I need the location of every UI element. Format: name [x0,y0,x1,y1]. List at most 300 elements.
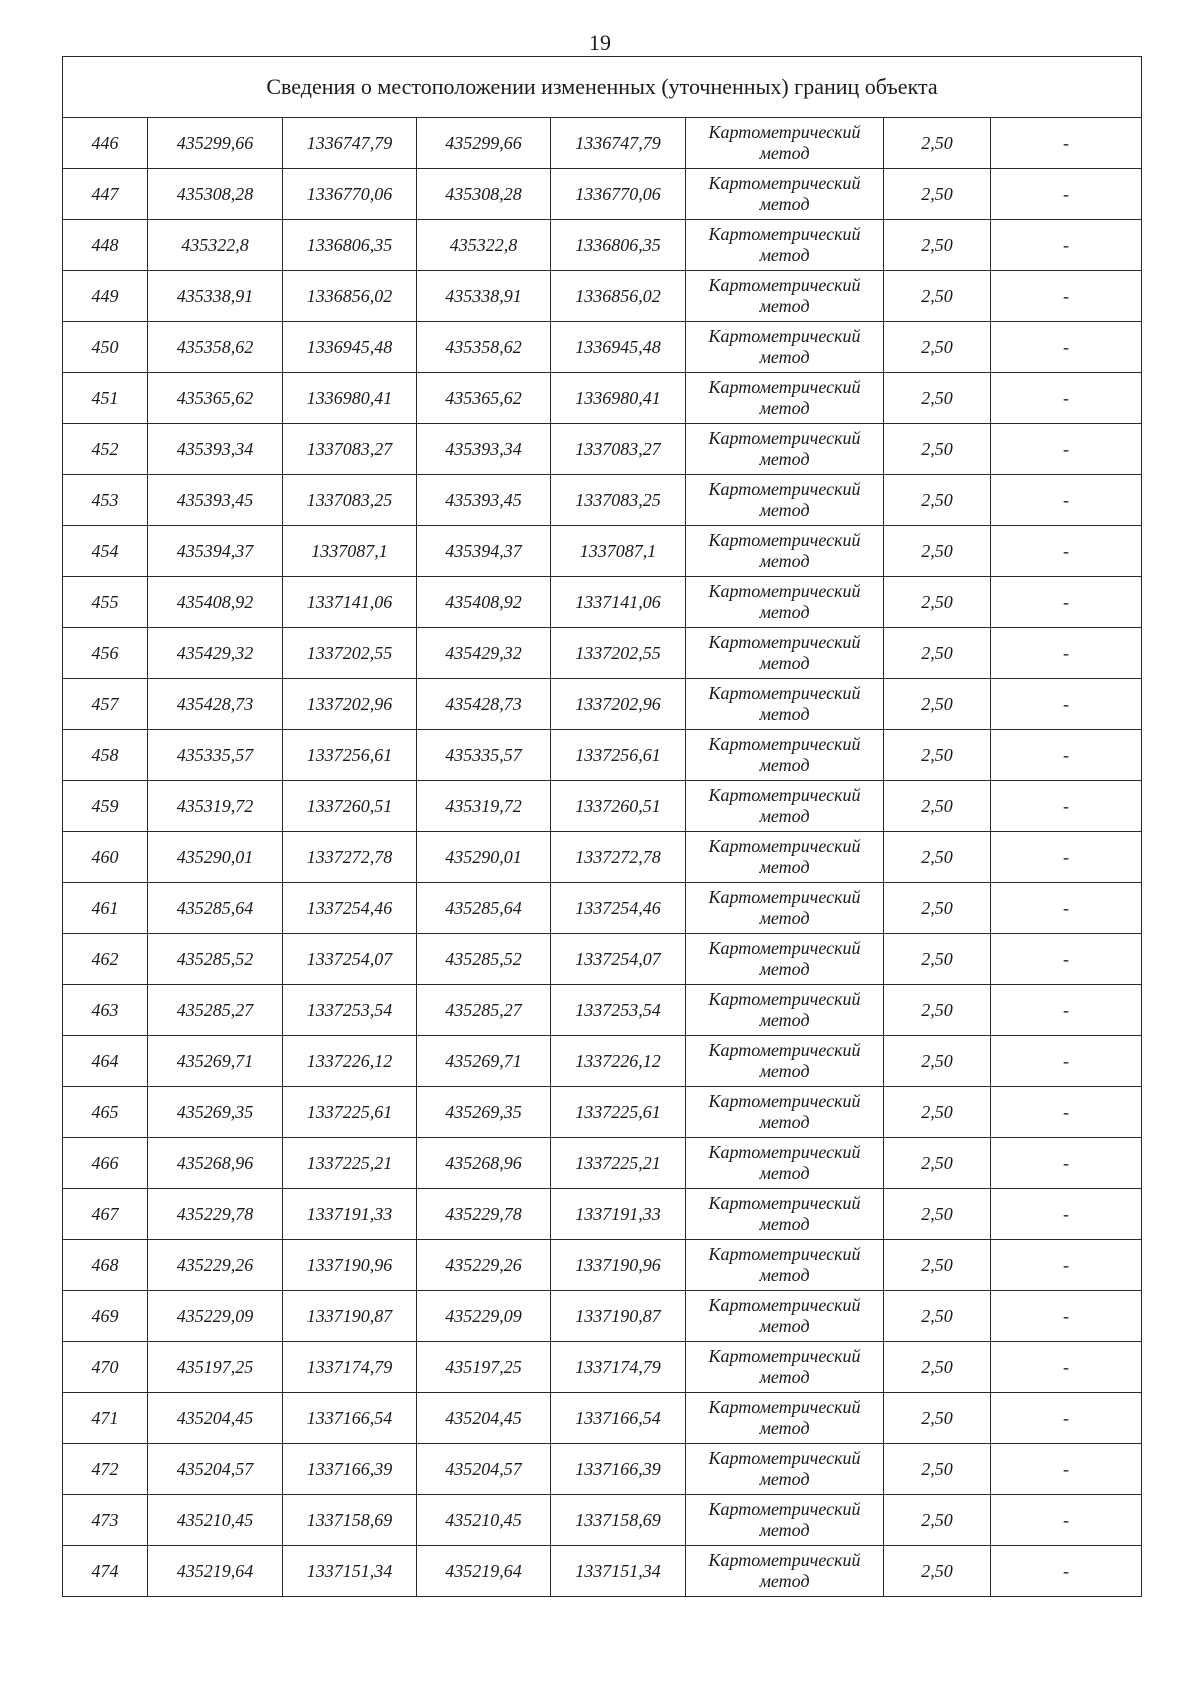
method-cell [686,679,884,730]
method-cell [686,1240,884,1291]
refined-x-cell: 435308,28 [417,169,551,220]
existing-x-cell: 435358,62 [148,322,283,373]
point-number-cell: 461 [63,883,148,934]
method-text: Картометрический [708,1142,861,1162]
method-text: метод [759,347,810,367]
refined-y-cell: 1337083,27 [551,424,686,475]
method-cell [686,1291,884,1342]
method-cell [686,1444,884,1495]
table-row [63,373,1142,424]
existing-x-cell: 435204,45 [148,1393,283,1444]
point-number-cell: 455 [63,577,148,628]
point-number-cell: 460 [63,832,148,883]
refined-x-cell: 435229,09 [417,1291,551,1342]
accuracy-cell: 2,50 [884,1495,991,1546]
point-number-cell: 473 [63,1495,148,1546]
table-row [63,1546,1142,1597]
refined-y-cell: 1337087,1 [551,526,686,577]
table-row [63,1087,1142,1138]
method-text: метод [759,1265,810,1285]
table-row [63,1393,1142,1444]
note-cell: - [991,1495,1142,1546]
existing-x-cell: 435285,64 [148,883,283,934]
accuracy-cell: 2,50 [884,781,991,832]
method-cell [686,271,884,322]
accuracy-cell: 2,50 [884,1189,991,1240]
method-text: метод [759,296,810,316]
refined-x-cell: 435204,57 [417,1444,551,1495]
point-number-cell: 458 [63,730,148,781]
point-number-cell: 452 [63,424,148,475]
note-cell: - [991,526,1142,577]
note-cell: - [991,1036,1142,1087]
method-text: Картометрический [708,1091,861,1111]
method-text: метод [759,1316,810,1336]
accuracy-cell: 2,50 [884,118,991,169]
method-text: Картометрический [708,683,861,703]
note-cell: - [991,577,1142,628]
method-text: метод [759,908,810,928]
point-number-cell: 449 [63,271,148,322]
existing-x-cell: 435393,45 [148,475,283,526]
method-text: метод [759,959,810,979]
refined-y-cell: 1337260,51 [551,781,686,832]
refined-y-cell: 1337141,06 [551,577,686,628]
existing-x-cell: 435393,34 [148,424,283,475]
refined-x-cell: 435229,78 [417,1189,551,1240]
refined-y-cell: 1337083,25 [551,475,686,526]
accuracy-cell: 2,50 [884,322,991,373]
note-cell: - [991,1546,1142,1597]
method-text: Картометрический [708,1448,861,1468]
method-cell [686,985,884,1036]
method-text: Картометрический [708,1346,861,1366]
refined-x-cell: 435358,62 [417,322,551,373]
method-cell [686,475,884,526]
table-row [63,322,1142,373]
method-text: Картометрический [708,1550,861,1570]
table-row [63,883,1142,934]
refined-x-cell: 435197,25 [417,1342,551,1393]
table-row [63,1342,1142,1393]
table-body [63,57,1142,1597]
existing-y-cell: 1336945,48 [283,322,417,373]
point-number-cell: 465 [63,1087,148,1138]
existing-y-cell: 1337166,54 [283,1393,417,1444]
method-text: Картометрический [708,377,861,397]
note-cell: - [991,1189,1142,1240]
accuracy-cell: 2,50 [884,1138,991,1189]
note-cell: - [991,271,1142,322]
method-text: метод [759,1520,810,1540]
note-cell: - [991,985,1142,1036]
note-cell: - [991,118,1142,169]
method-text: метод [759,1214,810,1234]
refined-y-cell: 1337190,96 [551,1240,686,1291]
existing-y-cell: 1337256,61 [283,730,417,781]
note-cell: - [991,1342,1142,1393]
refined-y-cell: 1336856,02 [551,271,686,322]
point-number-cell: 470 [63,1342,148,1393]
method-text: Картометрический [708,224,861,244]
existing-y-cell: 1337158,69 [283,1495,417,1546]
note-cell: - [991,628,1142,679]
method-text: метод [759,1061,810,1081]
method-text: метод [759,653,810,673]
method-text: Картометрический [708,122,861,142]
method-text: метод [759,1367,810,1387]
accuracy-cell: 2,50 [884,985,991,1036]
table-row [63,526,1142,577]
method-text: метод [759,1010,810,1030]
existing-y-cell: 1337253,54 [283,985,417,1036]
point-number-cell: 469 [63,1291,148,1342]
existing-x-cell: 435429,32 [148,628,283,679]
method-text: метод [759,1418,810,1438]
method-text: Картометрический [708,275,861,295]
existing-x-cell: 435229,26 [148,1240,283,1291]
refined-x-cell: 435219,64 [417,1546,551,1597]
accuracy-cell: 2,50 [884,577,991,628]
existing-y-cell: 1336806,35 [283,220,417,271]
existing-y-cell: 1337226,12 [283,1036,417,1087]
point-number-cell: 450 [63,322,148,373]
existing-y-cell: 1337151,34 [283,1546,417,1597]
accuracy-cell: 2,50 [884,883,991,934]
existing-x-cell: 435269,71 [148,1036,283,1087]
refined-x-cell: 435338,91 [417,271,551,322]
method-text: Картометрический [708,632,861,652]
method-text: метод [759,245,810,265]
coordinates-table [62,56,1142,1597]
refined-x-cell: 435408,92 [417,577,551,628]
note-cell: - [991,781,1142,832]
method-text: метод [759,602,810,622]
note-cell: - [991,424,1142,475]
method-text: Картометрический [708,1397,861,1417]
method-cell [686,1189,884,1240]
point-number-cell: 474 [63,1546,148,1597]
existing-y-cell: 1337166,39 [283,1444,417,1495]
method-cell [686,781,884,832]
method-text: Картометрический [708,326,861,346]
table-row [63,730,1142,781]
existing-x-cell: 435268,96 [148,1138,283,1189]
existing-y-cell: 1337202,55 [283,628,417,679]
existing-x-cell: 435269,35 [148,1087,283,1138]
refined-y-cell: 1336770,06 [551,169,686,220]
existing-y-cell: 1336747,79 [283,118,417,169]
point-number-cell: 457 [63,679,148,730]
refined-x-cell: 435365,62 [417,373,551,424]
accuracy-cell: 2,50 [884,1393,991,1444]
note-cell: - [991,1138,1142,1189]
method-cell [686,883,884,934]
existing-y-cell: 1337225,61 [283,1087,417,1138]
table-row [63,985,1142,1036]
method-text: Картометрический [708,581,861,601]
table-row [63,679,1142,730]
refined-x-cell: 435229,26 [417,1240,551,1291]
refined-y-cell: 1337226,12 [551,1036,686,1087]
table-row [63,1444,1142,1495]
note-cell: - [991,1291,1142,1342]
method-text: метод [759,194,810,214]
method-text: метод [759,1571,810,1591]
method-cell [686,628,884,679]
table-row [63,424,1142,475]
table-row [63,1189,1142,1240]
accuracy-cell: 2,50 [884,1546,991,1597]
refined-x-cell: 435393,34 [417,424,551,475]
method-text: Картометрический [708,989,861,1009]
method-cell [686,169,884,220]
refined-x-cell: 435204,45 [417,1393,551,1444]
note-cell: - [991,934,1142,985]
point-number-cell: 471 [63,1393,148,1444]
existing-x-cell: 435408,92 [148,577,283,628]
refined-y-cell: 1337151,34 [551,1546,686,1597]
accuracy-cell: 2,50 [884,1036,991,1087]
note-cell: - [991,169,1142,220]
refined-y-cell: 1337174,79 [551,1342,686,1393]
table-row [63,781,1142,832]
existing-x-cell: 435229,09 [148,1291,283,1342]
method-cell [686,934,884,985]
page-number: 19 [589,30,611,55]
point-number-cell: 454 [63,526,148,577]
refined-x-cell: 435428,73 [417,679,551,730]
point-number-cell: 462 [63,934,148,985]
point-number-cell: 448 [63,220,148,271]
existing-x-cell: 435319,72 [148,781,283,832]
method-text: метод [759,704,810,724]
table-row [63,475,1142,526]
existing-y-cell: 1337260,51 [283,781,417,832]
existing-x-cell: 435197,25 [148,1342,283,1393]
refined-x-cell: 435322,8 [417,220,551,271]
accuracy-cell: 2,50 [884,271,991,322]
existing-y-cell: 1336770,06 [283,169,417,220]
refined-y-cell: 1337256,61 [551,730,686,781]
method-text: метод [759,143,810,163]
point-number-cell: 468 [63,1240,148,1291]
existing-y-cell: 1337083,27 [283,424,417,475]
refined-x-cell: 435268,96 [417,1138,551,1189]
existing-y-cell: 1337190,96 [283,1240,417,1291]
existing-x-cell: 435229,78 [148,1189,283,1240]
existing-y-cell: 1337141,06 [283,577,417,628]
existing-x-cell: 435365,62 [148,373,283,424]
refined-x-cell: 435335,57 [417,730,551,781]
refined-y-cell: 1337254,46 [551,883,686,934]
accuracy-cell: 2,50 [884,679,991,730]
note-cell: - [991,373,1142,424]
refined-y-cell: 1337202,96 [551,679,686,730]
point-number-cell: 459 [63,781,148,832]
note-cell: - [991,883,1142,934]
accuracy-cell: 2,50 [884,832,991,883]
existing-y-cell: 1337254,46 [283,883,417,934]
refined-y-cell: 1336980,41 [551,373,686,424]
refined-y-cell: 1337272,78 [551,832,686,883]
note-cell: - [991,475,1142,526]
existing-x-cell: 435219,64 [148,1546,283,1597]
table-row [63,169,1142,220]
method-text: метод [759,449,810,469]
existing-y-cell: 1337225,21 [283,1138,417,1189]
accuracy-cell: 2,50 [884,1087,991,1138]
existing-y-cell: 1337190,87 [283,1291,417,1342]
table-row [63,628,1142,679]
refined-x-cell: 435290,01 [417,832,551,883]
refined-x-cell: 435393,45 [417,475,551,526]
table-row [63,1495,1142,1546]
note-cell: - [991,1240,1142,1291]
existing-x-cell: 435285,52 [148,934,283,985]
refined-y-cell: 1337202,55 [551,628,686,679]
table-row [63,1240,1142,1291]
method-text: метод [759,755,810,775]
method-text: метод [759,806,810,826]
refined-y-cell: 1337166,54 [551,1393,686,1444]
point-number-cell: 456 [63,628,148,679]
method-text: Картометрический [708,734,861,754]
method-cell [686,1036,884,1087]
method-text: Картометрический [708,530,861,550]
table-row [63,271,1142,322]
point-number-cell: 451 [63,373,148,424]
existing-y-cell: 1337254,07 [283,934,417,985]
method-text: Картометрический [708,785,861,805]
existing-x-cell: 435285,27 [148,985,283,1036]
existing-y-cell: 1336856,02 [283,271,417,322]
method-cell [686,1495,884,1546]
method-text: метод [759,857,810,877]
refined-x-cell: 435210,45 [417,1495,551,1546]
existing-y-cell: 1337191,33 [283,1189,417,1240]
point-number-cell: 446 [63,118,148,169]
accuracy-cell: 2,50 [884,1291,991,1342]
refined-x-cell: 435394,37 [417,526,551,577]
point-number-cell: 447 [63,169,148,220]
accuracy-cell: 2,50 [884,934,991,985]
table-row [63,577,1142,628]
note-cell: - [991,220,1142,271]
accuracy-cell: 2,50 [884,169,991,220]
existing-x-cell: 435428,73 [148,679,283,730]
refined-y-cell: 1337190,87 [551,1291,686,1342]
method-cell [686,322,884,373]
accuracy-cell: 2,50 [884,475,991,526]
method-cell [686,832,884,883]
point-number-cell: 463 [63,985,148,1036]
table-row [63,934,1142,985]
table-title: Сведения о местоположении измененных (уточненных) границ объекта [63,57,1142,118]
method-text: Картометрический [708,836,861,856]
point-number-cell: 466 [63,1138,148,1189]
point-number-cell: 467 [63,1189,148,1240]
accuracy-cell: 2,50 [884,526,991,577]
point-number-cell: 464 [63,1036,148,1087]
existing-x-cell: 435210,45 [148,1495,283,1546]
method-cell [686,424,884,475]
method-text: метод [759,398,810,418]
method-cell [686,220,884,271]
refined-x-cell: 435269,71 [417,1036,551,1087]
table-row [63,220,1142,271]
refined-y-cell: 1336945,48 [551,322,686,373]
existing-y-cell: 1337272,78 [283,832,417,883]
existing-x-cell: 435322,8 [148,220,283,271]
method-text: метод [759,1112,810,1132]
method-text: Картометрический [708,1499,861,1519]
table-title-row [63,57,1142,118]
refined-y-cell: 1337166,39 [551,1444,686,1495]
existing-x-cell: 435308,28 [148,169,283,220]
method-text: метод [759,551,810,571]
refined-y-cell: 1337254,07 [551,934,686,985]
note-cell: - [991,1087,1142,1138]
method-cell [686,577,884,628]
method-text: метод [759,1469,810,1489]
refined-x-cell: 435299,66 [417,118,551,169]
accuracy-cell: 2,50 [884,1342,991,1393]
point-number-cell: 453 [63,475,148,526]
table-row [63,1291,1142,1342]
existing-x-cell: 435338,91 [148,271,283,322]
accuracy-cell: 2,50 [884,373,991,424]
existing-x-cell: 435204,57 [148,1444,283,1495]
method-text: Картометрический [708,938,861,958]
accuracy-cell: 2,50 [884,730,991,781]
method-text: Картометрический [708,428,861,448]
method-text: Картометрический [708,1295,861,1315]
existing-y-cell: 1336980,41 [283,373,417,424]
refined-y-cell: 1337158,69 [551,1495,686,1546]
refined-y-cell: 1336747,79 [551,118,686,169]
method-text: Картометрический [708,1244,861,1264]
refined-x-cell: 435285,52 [417,934,551,985]
method-text: Картометрический [708,1040,861,1060]
accuracy-cell: 2,50 [884,628,991,679]
method-text: метод [759,500,810,520]
refined-y-cell: 1337191,33 [551,1189,686,1240]
method-text: Картометрический [708,887,861,907]
method-text: Картометрический [708,479,861,499]
refined-y-cell: 1337225,21 [551,1138,686,1189]
existing-y-cell: 1337083,25 [283,475,417,526]
accuracy-cell: 2,50 [884,220,991,271]
note-cell: - [991,679,1142,730]
accuracy-cell: 2,50 [884,424,991,475]
method-text: Картометрический [708,1193,861,1213]
method-cell [686,1087,884,1138]
accuracy-cell: 2,50 [884,1240,991,1291]
refined-y-cell: 1337225,61 [551,1087,686,1138]
refined-x-cell: 435319,72 [417,781,551,832]
point-number-cell: 472 [63,1444,148,1495]
method-cell [686,1138,884,1189]
table-row [63,118,1142,169]
refined-x-cell: 435269,35 [417,1087,551,1138]
table-row [63,1036,1142,1087]
method-cell [686,118,884,169]
refined-y-cell: 1337253,54 [551,985,686,1036]
existing-x-cell: 435394,37 [148,526,283,577]
refined-x-cell: 435285,27 [417,985,551,1036]
existing-x-cell: 435335,57 [148,730,283,781]
